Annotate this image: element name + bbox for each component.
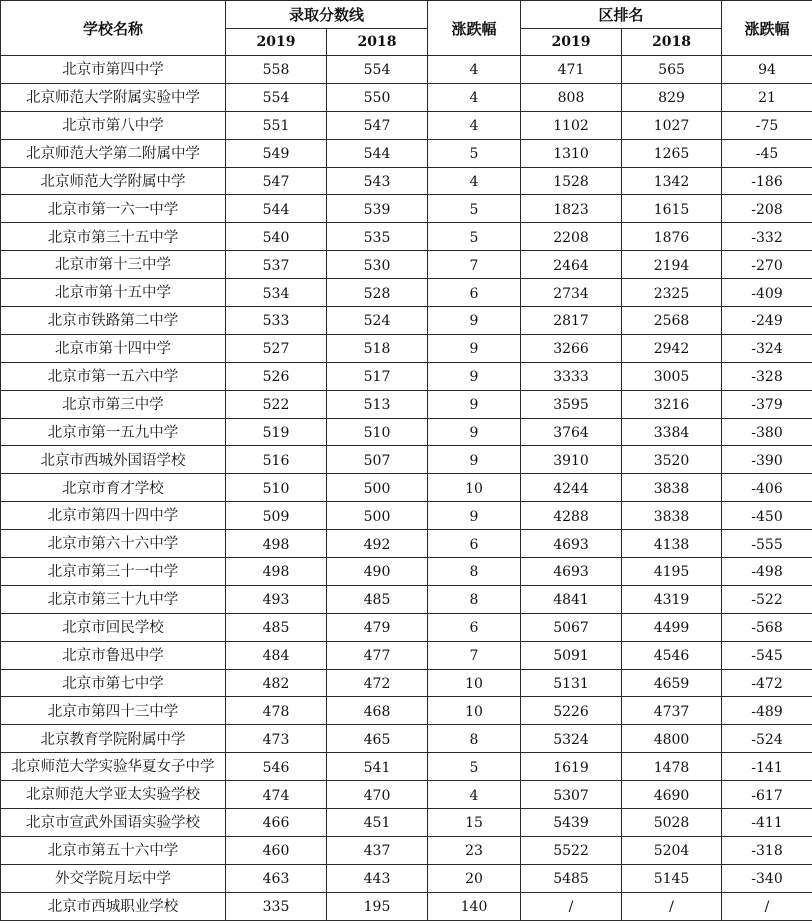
score-2019-cell: 509 — [226, 502, 327, 530]
score-change-cell: 9 — [428, 418, 521, 446]
score-change-cell: 5 — [428, 139, 521, 167]
rank-2018-cell: 4659 — [622, 669, 722, 697]
header-rank-2019: 2019 — [521, 29, 622, 56]
header-score-2019: 2019 — [226, 29, 327, 56]
score-2018-cell: 539 — [327, 195, 428, 223]
score-2018-cell: 554 — [327, 56, 428, 84]
rank-2019-cell: 2464 — [521, 251, 622, 279]
rank-2019-cell: 1102 — [521, 111, 622, 139]
score-2018-cell: 541 — [327, 753, 428, 781]
school-name-cell: 北京市第一五九中学 — [1, 418, 226, 446]
score-2018-cell: 544 — [327, 139, 428, 167]
score-change-cell: 6 — [428, 279, 521, 307]
score-change-cell: 10 — [428, 474, 521, 502]
rank-2018-cell: 2942 — [622, 334, 722, 362]
header-rank-2018: 2018 — [622, 29, 722, 56]
score-change-cell: 4 — [428, 781, 521, 809]
score-2019-cell: 544 — [226, 195, 327, 223]
table-row — [1, 669, 812, 697]
rank-2018-cell: 3520 — [622, 446, 722, 474]
score-change-cell: 23 — [428, 836, 521, 864]
score-2018-cell: 513 — [327, 390, 428, 418]
rank-2019-cell: 2817 — [521, 307, 622, 335]
score-2018-cell: 518 — [327, 334, 428, 362]
rank-2019-cell: 5067 — [521, 613, 622, 641]
rank-change-cell: -545 — [722, 641, 812, 669]
school-name-cell: 北京师范大学第二附属中学 — [1, 139, 226, 167]
rank-2018-cell: 4319 — [622, 585, 722, 613]
rank-change-cell: -498 — [722, 558, 812, 586]
header-score-2018: 2018 — [327, 29, 428, 56]
score-2019-cell: 493 — [226, 585, 327, 613]
score-change-cell: 5 — [428, 195, 521, 223]
score-change-cell: 8 — [428, 585, 521, 613]
table-row — [1, 502, 812, 530]
rank-2018-cell: 4195 — [622, 558, 722, 586]
score-2018-cell: 477 — [327, 641, 428, 669]
rank-change-cell: -208 — [722, 195, 812, 223]
score-2019-cell: 546 — [226, 753, 327, 781]
score-2019-cell: 537 — [226, 251, 327, 279]
table-row — [1, 111, 812, 139]
score-2019-cell: 527 — [226, 334, 327, 362]
score-2019-cell: 547 — [226, 167, 327, 195]
score-change-cell: 20 — [428, 864, 521, 892]
score-change-cell: 4 — [428, 56, 521, 84]
rank-2019-cell: 2208 — [521, 223, 622, 251]
score-2018-cell: 500 — [327, 502, 428, 530]
school-name-cell: 北京市第十三中学 — [1, 251, 226, 279]
score-2019-cell: 533 — [226, 307, 327, 335]
school-name-cell: 北京市第四十四中学 — [1, 502, 226, 530]
school-name-cell: 北京市第八中学 — [1, 111, 226, 139]
rank-2018-cell: 1876 — [622, 223, 722, 251]
school-name-cell: 北京师范大学附属实验中学 — [1, 83, 226, 111]
rank-2019-cell: 3333 — [521, 362, 622, 390]
rank-2018-cell: 1265 — [622, 139, 722, 167]
table-row — [1, 809, 812, 837]
table-row — [1, 167, 812, 195]
header-score-group: 录取分数线 — [226, 1, 428, 29]
score-2019-cell: 335 — [226, 892, 327, 920]
rank-change-cell: -524 — [722, 725, 812, 753]
table-row — [1, 390, 812, 418]
score-2019-cell: 519 — [226, 418, 327, 446]
rank-2018-cell: 3005 — [622, 362, 722, 390]
school-name-cell: 北京师范大学附属中学 — [1, 167, 226, 195]
score-change-cell: 4 — [428, 111, 521, 139]
score-2018-cell: 543 — [327, 167, 428, 195]
table-row — [1, 892, 812, 920]
school-name-cell: 北京市宣武外国语实验学校 — [1, 809, 226, 837]
rank-2019-cell: 1823 — [521, 195, 622, 223]
table-header — [1, 1, 812, 56]
rank-2019-cell: 4288 — [521, 502, 622, 530]
table-row — [1, 418, 812, 446]
rank-change-cell: / — [722, 892, 812, 920]
table-row — [1, 83, 812, 111]
school-name-cell: 北京师范大学实验华夏女子中学 — [1, 753, 226, 781]
table-row — [1, 781, 812, 809]
score-2018-cell: 535 — [327, 223, 428, 251]
score-change-cell: 9 — [428, 502, 521, 530]
rank-2019-cell: 4841 — [521, 585, 622, 613]
table-row — [1, 279, 812, 307]
header-school: 学校名称 — [1, 1, 226, 56]
rank-2018-cell: 565 — [622, 56, 722, 84]
rank-2019-cell: / — [521, 892, 622, 920]
school-name-cell: 北京市第三中学 — [1, 390, 226, 418]
rank-2019-cell: 5226 — [521, 697, 622, 725]
score-change-cell: 4 — [428, 167, 521, 195]
rank-change-cell: -332 — [722, 223, 812, 251]
rank-2019-cell: 471 — [521, 56, 622, 84]
table-row — [1, 753, 812, 781]
rank-2018-cell: 4138 — [622, 530, 722, 558]
score-2018-cell: 465 — [327, 725, 428, 753]
rank-change-cell: -75 — [722, 111, 812, 139]
rank-2018-cell: 2194 — [622, 251, 722, 279]
score-2019-cell: 540 — [226, 223, 327, 251]
score-2018-cell: 530 — [327, 251, 428, 279]
rank-change-cell: -472 — [722, 669, 812, 697]
header-score-change: 涨跌幅 — [428, 1, 521, 56]
rank-2018-cell: / — [622, 892, 722, 920]
score-2018-cell: 479 — [327, 613, 428, 641]
rank-2019-cell: 1528 — [521, 167, 622, 195]
rank-2019-cell: 5307 — [521, 781, 622, 809]
score-change-cell: 9 — [428, 334, 521, 362]
score-change-cell: 10 — [428, 669, 521, 697]
table-row — [1, 307, 812, 335]
rank-2019-cell: 1619 — [521, 753, 622, 781]
score-2019-cell: 485 — [226, 613, 327, 641]
school-name-cell: 北京市第三十九中学 — [1, 585, 226, 613]
score-change-cell: 9 — [428, 390, 521, 418]
rank-2018-cell: 3838 — [622, 502, 722, 530]
rank-2019-cell: 5522 — [521, 836, 622, 864]
table-row — [1, 195, 812, 223]
school-name-cell: 北京市第五十六中学 — [1, 836, 226, 864]
score-2018-cell: 485 — [327, 585, 428, 613]
school-name-cell: 北京教育学院附属中学 — [1, 725, 226, 753]
rank-change-cell: -380 — [722, 418, 812, 446]
school-name-cell: 北京市第七中学 — [1, 669, 226, 697]
score-change-cell: 6 — [428, 613, 521, 641]
score-2019-cell: 484 — [226, 641, 327, 669]
table-body — [1, 56, 812, 921]
score-2019-cell: 516 — [226, 446, 327, 474]
table-row — [1, 474, 812, 502]
score-2018-cell: 550 — [327, 83, 428, 111]
table-row — [1, 223, 812, 251]
rank-change-cell: -411 — [722, 809, 812, 837]
score-2018-cell: 195 — [327, 892, 428, 920]
table-row — [1, 362, 812, 390]
table-row — [1, 864, 812, 892]
school-name-cell: 北京市回民学校 — [1, 613, 226, 641]
score-change-cell: 15 — [428, 809, 521, 837]
score-2019-cell: 478 — [226, 697, 327, 725]
school-name-cell: 北京市第六十六中学 — [1, 530, 226, 558]
school-name-cell: 北京市西城外国语学校 — [1, 446, 226, 474]
score-change-cell: 140 — [428, 892, 521, 920]
score-2018-cell: 528 — [327, 279, 428, 307]
rank-2019-cell: 4693 — [521, 558, 622, 586]
rank-2019-cell: 3910 — [521, 446, 622, 474]
rank-2018-cell: 5204 — [622, 836, 722, 864]
table-row — [1, 251, 812, 279]
rank-2019-cell: 3764 — [521, 418, 622, 446]
score-2018-cell: 470 — [327, 781, 428, 809]
rank-change-cell: -522 — [722, 585, 812, 613]
school-name-cell: 北京市第三十五中学 — [1, 223, 226, 251]
score-2018-cell: 451 — [327, 809, 428, 837]
rank-2019-cell: 5439 — [521, 809, 622, 837]
table-row — [1, 697, 812, 725]
school-name-cell: 北京市第四中学 — [1, 56, 226, 84]
score-2019-cell: 522 — [226, 390, 327, 418]
rank-2019-cell: 5131 — [521, 669, 622, 697]
school-name-cell: 北京市鲁迅中学 — [1, 641, 226, 669]
rank-2018-cell: 1342 — [622, 167, 722, 195]
score-change-cell: 9 — [428, 362, 521, 390]
rank-change-cell: -318 — [722, 836, 812, 864]
rank-2019-cell: 4244 — [521, 474, 622, 502]
score-change-cell: 5 — [428, 223, 521, 251]
score-2019-cell: 526 — [226, 362, 327, 390]
header-rank-group: 区排名 — [521, 1, 722, 29]
table-row — [1, 585, 812, 613]
rank-2018-cell: 1478 — [622, 753, 722, 781]
rank-change-cell: -324 — [722, 334, 812, 362]
score-change-cell: 10 — [428, 697, 521, 725]
score-change-cell: 9 — [428, 307, 521, 335]
rank-change-cell: -340 — [722, 864, 812, 892]
rank-change-cell: -45 — [722, 139, 812, 167]
rank-2018-cell: 1615 — [622, 195, 722, 223]
rank-change-cell: -141 — [722, 753, 812, 781]
rank-2019-cell: 5485 — [521, 864, 622, 892]
score-2019-cell: 510 — [226, 474, 327, 502]
score-2018-cell: 517 — [327, 362, 428, 390]
score-2018-cell: 500 — [327, 474, 428, 502]
score-2018-cell: 510 — [327, 418, 428, 446]
rank-2018-cell: 3384 — [622, 418, 722, 446]
table-row — [1, 725, 812, 753]
score-change-cell: 5 — [428, 753, 521, 781]
score-change-cell: 6 — [428, 530, 521, 558]
rank-2019-cell: 5091 — [521, 641, 622, 669]
rank-2019-cell: 5324 — [521, 725, 622, 753]
rank-2018-cell: 3838 — [622, 474, 722, 502]
school-name-cell: 北京市西城职业学校 — [1, 892, 226, 920]
score-2019-cell: 463 — [226, 864, 327, 892]
score-change-cell: 4 — [428, 83, 521, 111]
score-2019-cell: 474 — [226, 781, 327, 809]
rank-change-cell: -328 — [722, 362, 812, 390]
school-name-cell: 北京市第一五六中学 — [1, 362, 226, 390]
score-2018-cell: 490 — [327, 558, 428, 586]
school-name-cell: 外交学院月坛中学 — [1, 864, 226, 892]
rank-2018-cell: 4737 — [622, 697, 722, 725]
rank-change-cell: -249 — [722, 307, 812, 335]
header-rank-change: 涨跌幅 — [722, 1, 812, 56]
table-row — [1, 446, 812, 474]
score-2018-cell: 507 — [327, 446, 428, 474]
school-name-cell: 北京市第十四中学 — [1, 334, 226, 362]
rank-change-cell: -617 — [722, 781, 812, 809]
score-2019-cell: 473 — [226, 725, 327, 753]
school-name-cell: 北京市第三十一中学 — [1, 558, 226, 586]
score-change-cell: 7 — [428, 251, 521, 279]
score-2018-cell: 443 — [327, 864, 428, 892]
score-2019-cell: 534 — [226, 279, 327, 307]
school-name-cell: 北京市第一六一中学 — [1, 195, 226, 223]
table-row — [1, 56, 812, 84]
school-name-cell: 北京市铁路第二中学 — [1, 307, 226, 335]
school-name-cell: 北京师范大学亚太实验学校 — [1, 781, 226, 809]
score-2019-cell: 460 — [226, 836, 327, 864]
rank-change-cell: -379 — [722, 390, 812, 418]
score-2019-cell: 482 — [226, 669, 327, 697]
score-change-cell: 8 — [428, 725, 521, 753]
school-name-cell: 北京市第十五中学 — [1, 279, 226, 307]
rank-2018-cell: 3216 — [622, 390, 722, 418]
rank-change-cell: -186 — [722, 167, 812, 195]
score-2019-cell: 554 — [226, 83, 327, 111]
rank-change-cell: -409 — [722, 279, 812, 307]
rank-2018-cell: 5028 — [622, 809, 722, 837]
rank-2018-cell: 4690 — [622, 781, 722, 809]
rank-change-cell: -390 — [722, 446, 812, 474]
score-change-cell: 9 — [428, 446, 521, 474]
score-2018-cell: 472 — [327, 669, 428, 697]
score-change-cell: 7 — [428, 641, 521, 669]
rank-2018-cell: 1027 — [622, 111, 722, 139]
rank-change-cell: -270 — [722, 251, 812, 279]
score-2018-cell: 492 — [327, 530, 428, 558]
school-name-cell: 北京市第四十三中学 — [1, 697, 226, 725]
rank-change-cell: 94 — [722, 56, 812, 84]
table-row — [1, 558, 812, 586]
rank-2018-cell: 2568 — [622, 307, 722, 335]
score-2019-cell: 466 — [226, 809, 327, 837]
rank-2018-cell: 2325 — [622, 279, 722, 307]
rank-change-cell: -450 — [722, 502, 812, 530]
score-2018-cell: 437 — [327, 836, 428, 864]
rank-change-cell: -489 — [722, 697, 812, 725]
rank-2018-cell: 4546 — [622, 641, 722, 669]
score-2018-cell: 468 — [327, 697, 428, 725]
rank-2018-cell: 829 — [622, 83, 722, 111]
table-row — [1, 334, 812, 362]
score-2018-cell: 524 — [327, 307, 428, 335]
rank-2018-cell: 5145 — [622, 864, 722, 892]
table-row — [1, 641, 812, 669]
rank-2019-cell: 3595 — [521, 390, 622, 418]
rank-2019-cell: 3266 — [521, 334, 622, 362]
rank-change-cell: -406 — [722, 474, 812, 502]
score-change-cell: 8 — [428, 558, 521, 586]
rank-change-cell: -568 — [722, 613, 812, 641]
rank-change-cell: -555 — [722, 530, 812, 558]
rank-2019-cell: 2734 — [521, 279, 622, 307]
school-name-cell: 北京市育才学校 — [1, 474, 226, 502]
table-row — [1, 613, 812, 641]
score-2019-cell: 549 — [226, 139, 327, 167]
score-2019-cell: 498 — [226, 558, 327, 586]
table-row — [1, 139, 812, 167]
rank-2019-cell: 4693 — [521, 530, 622, 558]
score-2019-cell: 558 — [226, 56, 327, 84]
rank-2019-cell: 808 — [521, 83, 622, 111]
rank-2019-cell: 1310 — [521, 139, 622, 167]
table-row — [1, 530, 812, 558]
rank-2018-cell: 4800 — [622, 725, 722, 753]
table-row — [1, 836, 812, 864]
rank-2018-cell: 4499 — [622, 613, 722, 641]
score-2018-cell: 547 — [327, 111, 428, 139]
score-2019-cell: 551 — [226, 111, 327, 139]
score-2019-cell: 498 — [226, 530, 327, 558]
rank-change-cell: 21 — [722, 83, 812, 111]
